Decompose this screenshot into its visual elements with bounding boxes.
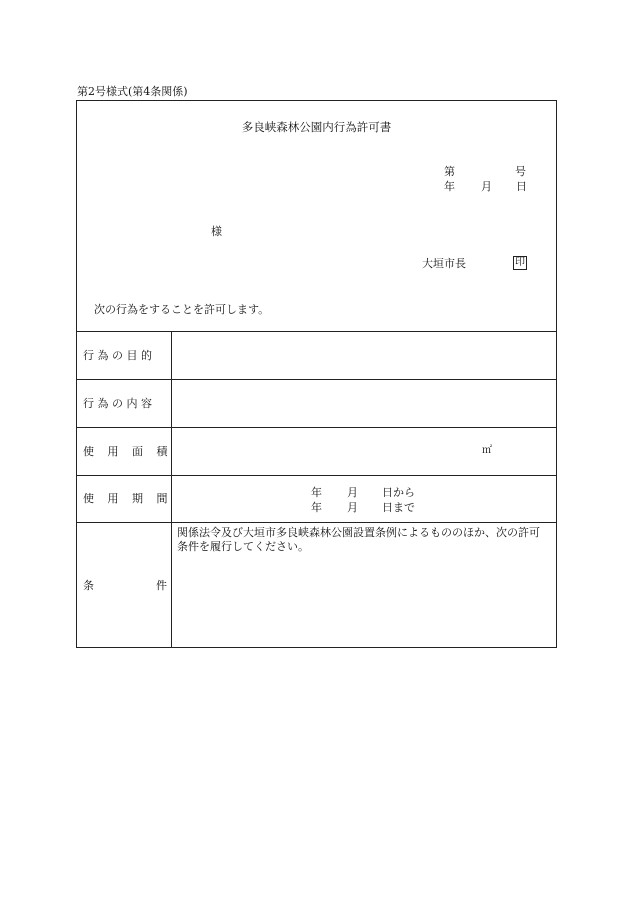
seal-mark <box>513 256 527 270</box>
permission-statement: 次の行為をすることを許可します。 <box>94 303 270 316</box>
area-unit: ㎡ <box>482 445 492 456</box>
period-from-day: 日から <box>382 486 415 499</box>
period-to-month: 月 <box>347 501 358 514</box>
form-reference: 第2号様式(第4条関係) <box>77 85 188 98</box>
label-column-divider <box>171 331 172 647</box>
table-divider <box>77 427 556 428</box>
conditions-text: 関係法令及び大垣市多良峡森林公園設置条例によるもののほか、次の許可条件を履行してください。 <box>177 526 540 553</box>
table-divider <box>77 475 556 476</box>
permit-form <box>76 100 557 648</box>
period-to-day: 日まで <box>382 501 415 514</box>
conditions-label-right: 件 <box>156 579 167 592</box>
period-to-year: 年 <box>311 501 322 514</box>
date-day: 日 <box>516 180 527 193</box>
table-divider <box>77 331 556 332</box>
content-label: 行 為 の 内 容 <box>83 397 152 410</box>
seal-icon: 印 <box>515 257 525 268</box>
form-title: 多良峡森林公園内行為許可書 <box>241 120 392 134</box>
area-label: 使 用 面 積 <box>83 445 168 458</box>
number-prefix: 第 <box>444 165 455 178</box>
date-month: 月 <box>481 180 492 193</box>
issuer-name: 大垣市長 <box>422 257 466 270</box>
conditions-label-left: 条 <box>83 579 94 592</box>
period-from-month: 月 <box>347 486 358 499</box>
date-year: 年 <box>444 180 455 193</box>
purpose-label: 行 為 の 目 的 <box>83 349 152 362</box>
period-label: 使 用 期 間 <box>83 492 168 505</box>
table-divider <box>77 522 556 523</box>
recipient-suffix: 様 <box>211 225 222 238</box>
number-suffix: 号 <box>515 165 526 178</box>
period-from-year: 年 <box>311 486 322 499</box>
table-divider <box>77 379 556 380</box>
